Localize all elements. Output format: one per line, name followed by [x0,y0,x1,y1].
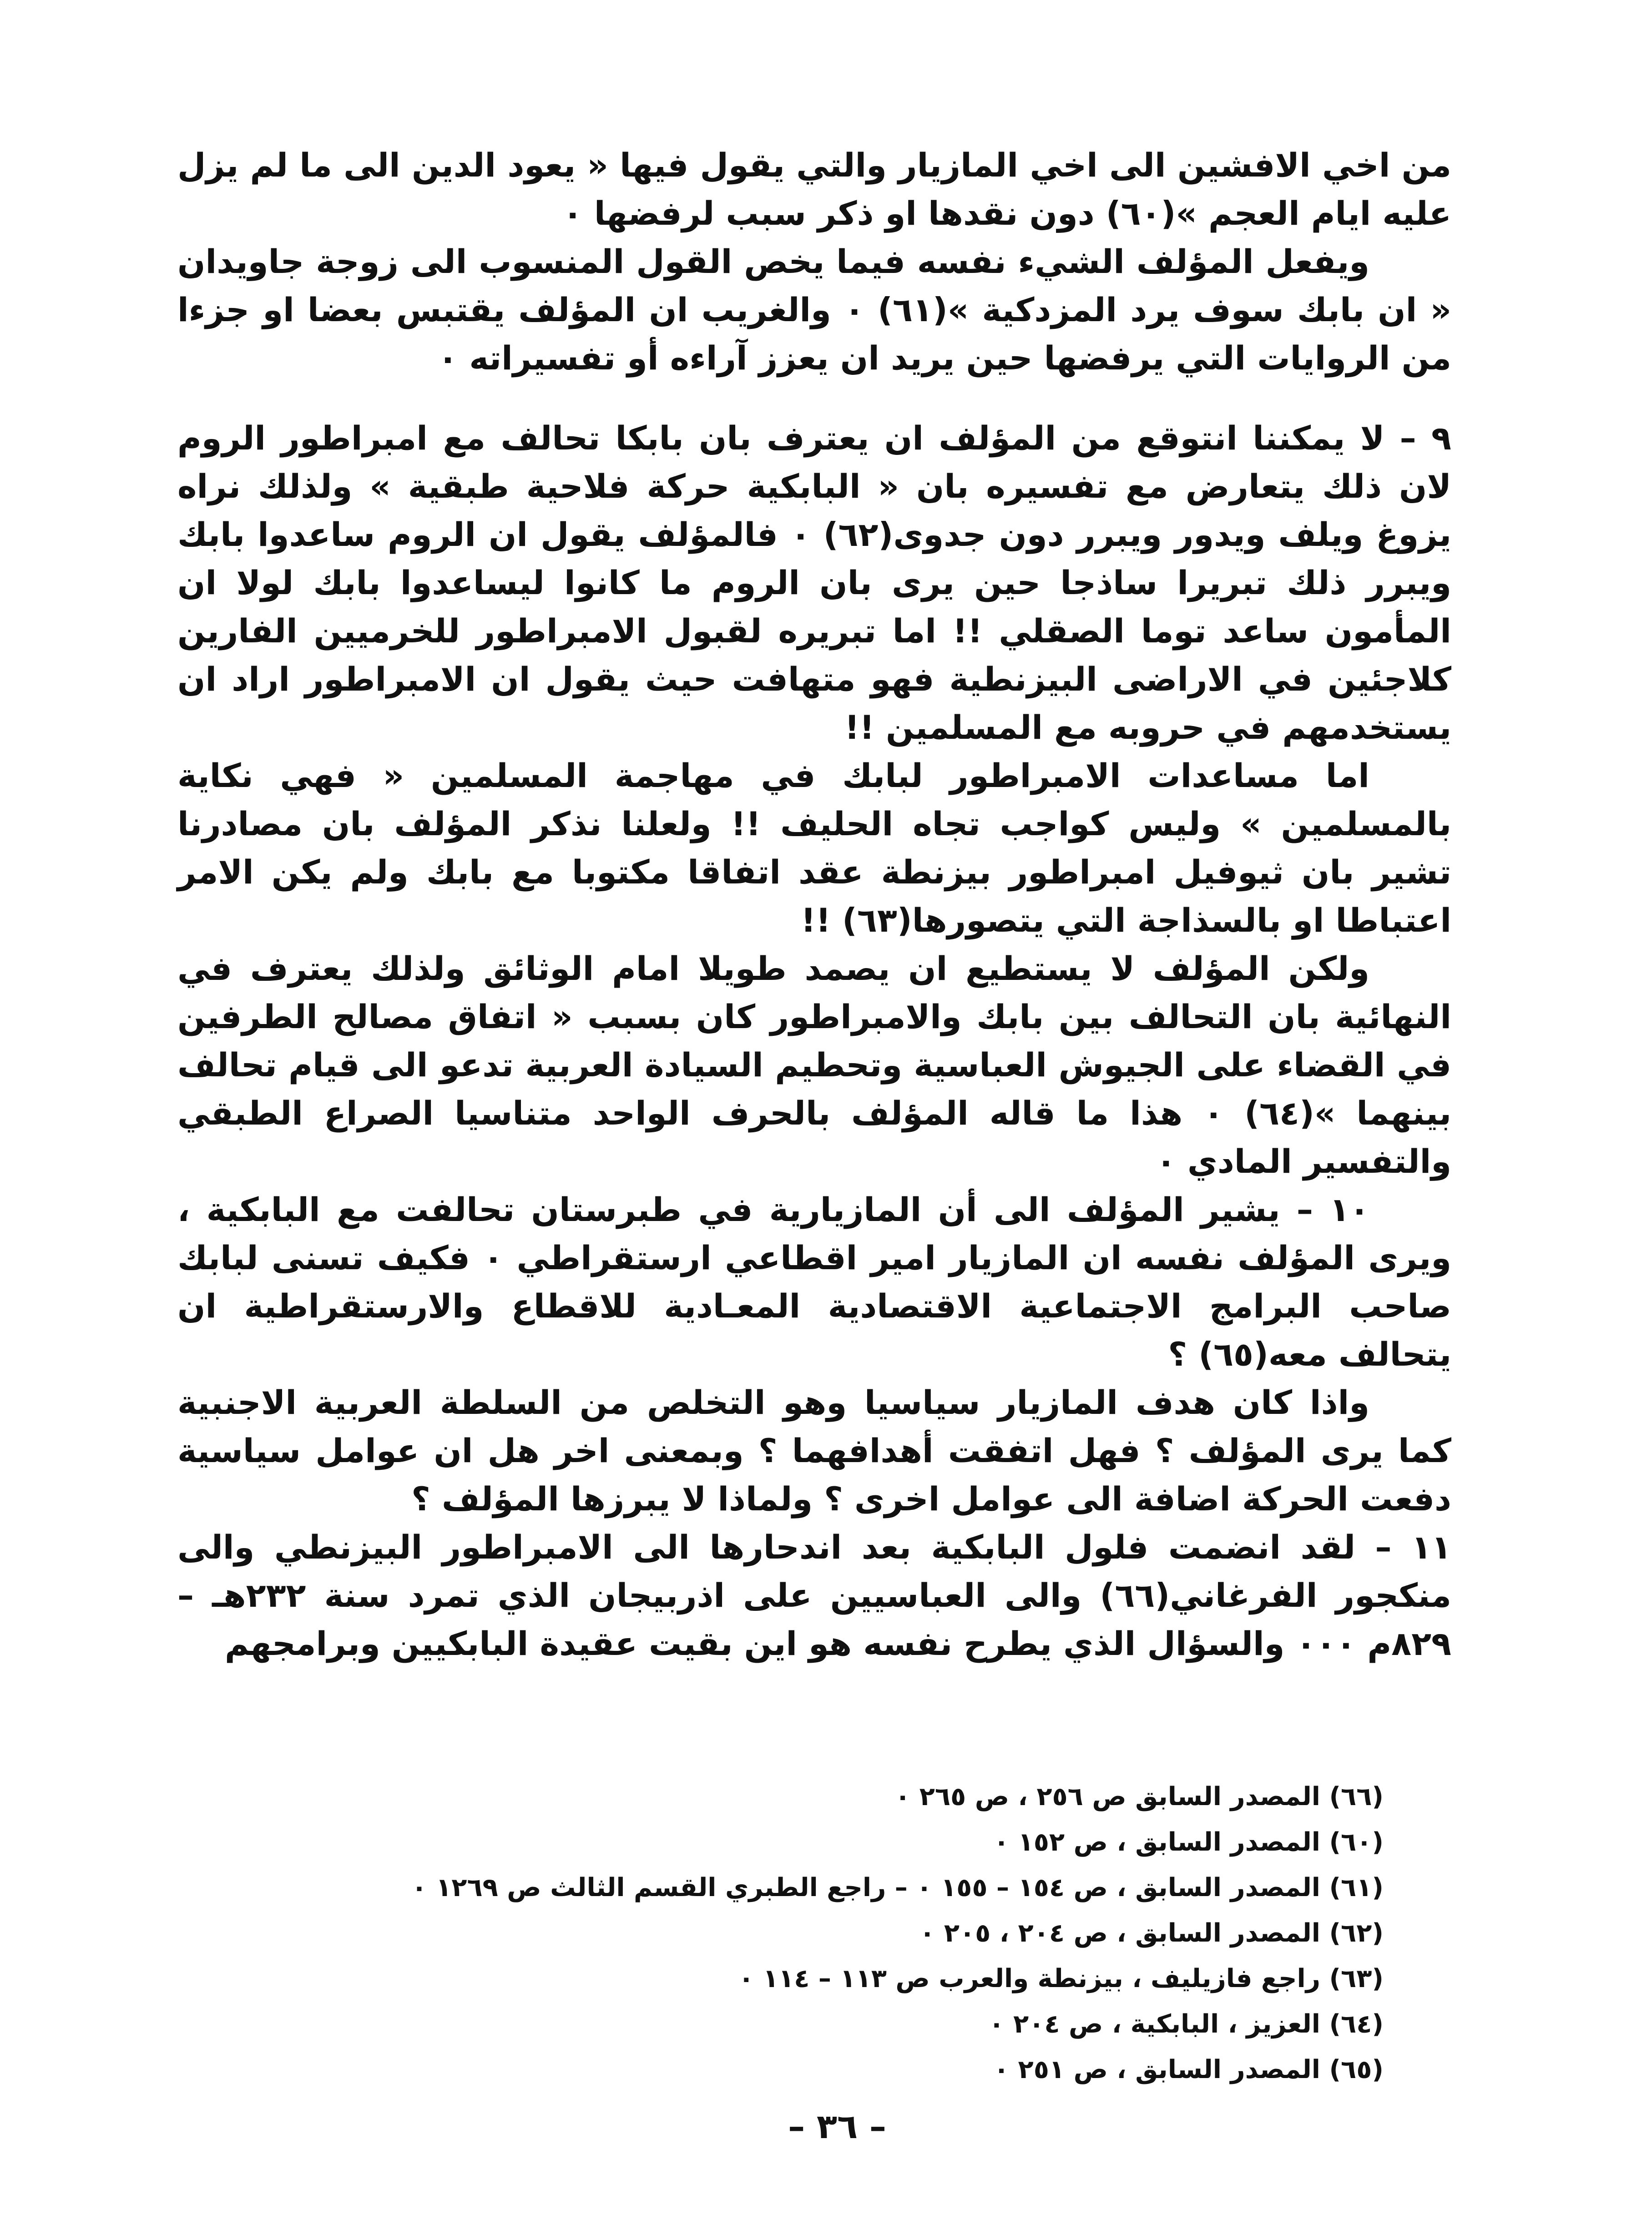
footnote: (٦١) المصدر السابق ، ص ١٥٤ – ١٥٥ ٠ – راجع الطبري القسم الثالث ص ١٢٦٩ ٠ [411,1873,1384,1902]
footnote: (٦٤) العزيز ، البابكية ، ص ٢٠٤ ٠ [989,2009,1384,2039]
paragraph: واذا كان هدف المازيار سياسيا وهو التخلص من السلطة العربية الاجنبية كما يرى المؤلف ؟ فهل اتفقت أهدافهما ؟ وبمعنى اخر هل ان عوامل سياسية دفعت الحركة اضافة الى عوامل اخرى ؟ ولماذا لا يبرزها المؤلف ؟ [177,1383,1451,1518]
paragraph: ويفعل المؤلف الشيء نفسه فيما يخص القول المنسوب الى زوجة جاويدان « ان بابك سوف يرد المزدكية »(٦١) ٠ والغريب ان المؤلف يقتبس بعضا او جزءا من الروايات التي يرفضها حين يريد ان يعزز آراءه أو تفسيراته ٠ [177,242,1451,377]
footnote: (٦٥) المصدر السابق ، ص ٢٥١ ٠ [993,2055,1384,2084]
footnote: (٦٢) المصدر السابق ، ص ٢٠٤ ، ٢٠٥ ٠ [919,1918,1384,1948]
footnote: (٦٠) المصدر السابق ، ص ١٥٢ ٠ [993,1827,1384,1857]
footnote: (٦٣) راجع فازيليف ، بيزنطة والعرب ص ١١٣ – ١١٤ ٠ [738,1964,1384,1993]
page-number: – ٣٦ – [788,2107,886,2146]
paragraph: ولكن المؤلف لا يستطيع ان يصمد طويلا امام الوثائق ولذلك يعترف في النهائية بان التحالف بين بابك والامبراطور كان بسبب « اتفاق مصالح الطرفين في القضاء على الجيوش العباسية وتحطيم السيادة العربية تدعو الى قيام تحالف بينهما »(٦٤) ٠ هذا ما قاله المؤلف بالحرف الواحد متناسيا الصراع الطبقي والتفسير المادي ٠ [177,949,1451,1181]
footnotes [246,1774,1384,2093]
footnote-list [246,1774,1384,2093]
paragraph: اما مساعدات الامبراطور لبابك في مهاجمة المسلمين « فهي نكاية بالمسلمين » وليس كواجب تجاه الحليف !! ولعلنا نذكر المؤلف بان مصادرنا تشير بان ثيوفيل امبراطور بيزنطة عقد اتفاقا مكتوبا مع بابك ولم يكن الامر اعتباطا او بالسذاجة التي يتصورها(٦٣) !! [177,757,1451,939]
body-text [177,141,1451,1668]
paragraph: ٩ – لا يمكننا انتوقع من المؤلف ان يعترف بان بابكا تحالف مع امبراطور الروم لان ذلك يتعارض مع تفسيره بان « البابكية حركة فلاحية طبقية » ولذلك نراه يزوغ ويلف ويدور ويبرر دون جدوى(٦٢) ٠ فالمؤلف يقول ان الروم ساعدوا بابك ويبرر ذلك تبريرا ساذجا حين يرى بان الروم ما كانوا ليساعدوا بابك لولا ان المأمون ساعد توما الصقلي !! اما تبريره لقبول الامبراطور للخرميين الفارين كلاجئين في الاراضى البيزنطية فهو متهافت حيث يقول ان الامبراطور اراد ان يستخدمهم في حروبه مع المسلمين !! [177,419,1451,747]
paragraph: ١١ – لقد انضمت فلول البابكية بعد اندحارها الى الامبراطور البيزنطي والى منكجور الفرغاني(٦٦) والى العباسيين على اذربيجان الذي تمرد سنة ٢٣٢هـ – ٨٢٩م ٠٠٠ والسؤال الذي يطرح نفسه هو اين بقيت عقيدة البابكيين وبرامجهم [177,1528,1452,1663]
footnote: (٦٦) المصدر السابق ص ٢٥٦ ، ص ٢٦٥ ٠ [894,1782,1384,1811]
paragraph: من اخي الافشين الى اخي المازيار والتي يقول فيها « يعود الدين الى ما لم يزل عليه ايام العجم »(٦٠) دون نقدها او ذكر سبب لرفضها ٠ [177,146,1451,232]
paragraph: ١٠ – يشير المؤلف الى أن المازيارية في طبرستان تحالفت مع البابكية ، ويرى المؤلف نفسه ان المازيار امير اقطاعي ارستقراطي ٠ فكيف تسنى لبابك صاحب البرامج الاجتماعية الاقتصادية المعـادية للاقطاع والارستقراطية ان يتحالف معه(٦٥) ؟ [177,1191,1451,1373]
